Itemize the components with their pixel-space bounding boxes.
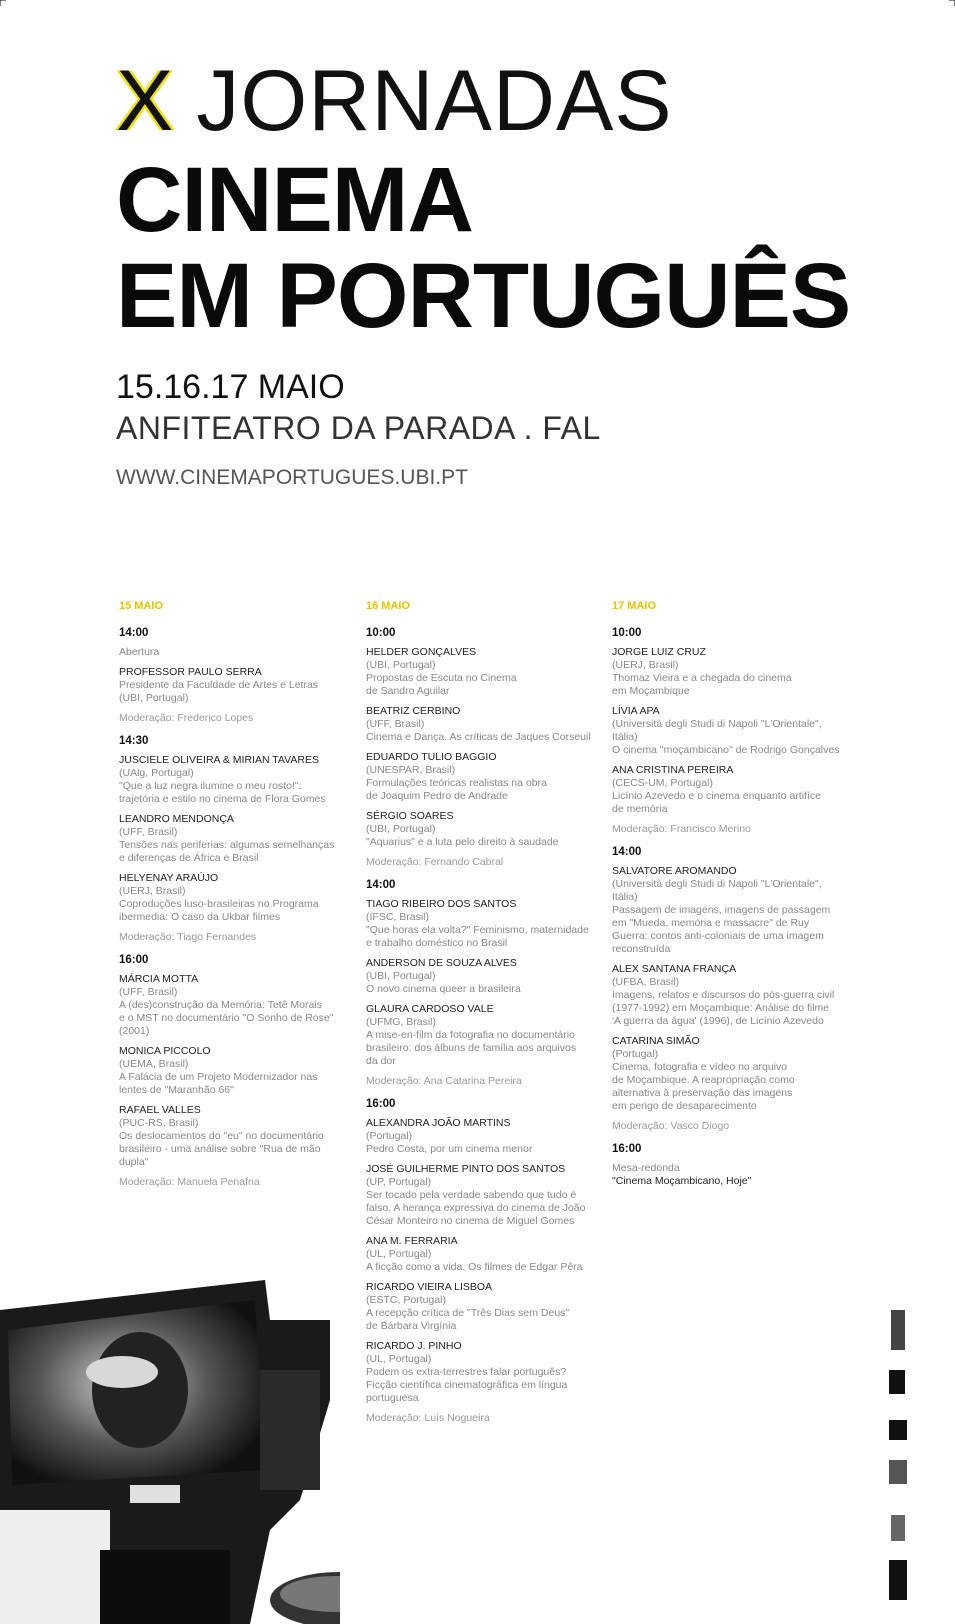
talk-detail-line: Itália): [612, 731, 638, 743]
program-entry: [612, 963, 852, 1028]
talk-detail-line: A (des)construção da Memória: Tetê Morais: [119, 999, 322, 1011]
talk-detail-line: portuguesa: [366, 1392, 419, 1404]
talk-detail-line: (IFSC, Brasil): [366, 911, 429, 923]
talk-detail-line: em perigo de desaparecimento: [612, 1100, 757, 1112]
roman-numeral: X: [116, 53, 175, 149]
moderator: Moderação: Frederico Lopes: [119, 712, 254, 724]
program-entry: [366, 1117, 596, 1156]
talk-detail-line: da dor: [366, 1055, 396, 1067]
talk-detail-line: (Portugal): [366, 1130, 413, 1142]
talk-detail-line: (UFBA, Brasil): [612, 976, 680, 988]
talk-detail-line: e trabalho doméstico no Brasil: [366, 937, 508, 949]
speaker-name: ANDERSON DE SOUZA ALVES: [366, 957, 517, 969]
talk-detail-line: falso. A herança expressiva do cinema de João: [366, 1202, 586, 1214]
roundtable-title: "Cinema Moçambicano, Hoje": [612, 1175, 752, 1187]
program-entry: [119, 754, 349, 806]
talk-detail-line: (1977-1992) em Moçambique: Análise do filme: [612, 1002, 830, 1014]
title-line-1: [116, 53, 673, 149]
talk-detail-line: Os deslocamentos do "eu" no documentário: [119, 1130, 324, 1142]
talk-detail-line: Ficção científica cinematográfica em língua: [366, 1379, 568, 1391]
program-entry: [366, 1340, 596, 1405]
sponsor-logo-3: [889, 1420, 907, 1440]
talk-detail-line: de Moçambique. A reapropriação como: [612, 1074, 795, 1086]
program-entry: [612, 646, 852, 698]
talk-detail-line: (Università degli Studi di Napoli "L'Orientale",: [612, 718, 822, 730]
talk-detail-line: de Joaquim Pedro de Andrade: [366, 790, 508, 802]
program-entry: [366, 1281, 596, 1333]
talk-detail-line: Thomaz Vieira e a chegada do cinema: [612, 672, 792, 684]
session-time: 14:00: [612, 846, 642, 858]
talk-detail-line: A Falácia de um Projeto Modernizador nas: [119, 1071, 318, 1083]
moderator: Moderação: Ana Catarina Pereira: [366, 1075, 522, 1087]
talk-detail-line: Licínio Azevedo e o cinema enquanto artifíce: [612, 790, 821, 802]
talk-detail-line: A recepção crítica de "Três Dias sem Deus": [366, 1307, 570, 1319]
talk-detail-line: (UFF, Brasil): [366, 718, 425, 730]
program-entry: [119, 1045, 349, 1097]
talk-detail-line: Passagem de imagens, imagens de passagem: [612, 904, 831, 916]
speaker-name: SALVATORE AROMANDO: [612, 865, 737, 877]
event-venue: ANFITEATRO DA PARADA . FAL: [116, 410, 601, 446]
talk-detail-line: O cinema "moçambicano" de Rodrigo Gonçalves: [612, 744, 840, 756]
talk-detail-line: (ESTC, Portugal): [366, 1294, 446, 1306]
talk-detail-line: Ser tocado pela verdade sabendo que tudo é: [366, 1189, 577, 1201]
talk-detail-line: Coproduções luso-brasileiras no Programa: [119, 898, 319, 910]
talk-detail-line: 'A guerra da água' (1996), de Licínio Azevedo: [612, 1015, 824, 1027]
day-column-17-maio: [612, 600, 852, 1195]
speaker-name: GLAURA CARDOSO VALE: [366, 1003, 494, 1015]
talk-detail-line: lentes de "Maranhão 66": [119, 1084, 234, 1096]
talk-detail-line: Guerra: contos anti-coloniais de uma imagem: [612, 930, 824, 942]
program-entry: [119, 973, 349, 1038]
event-dates: 15.16.17 MAIO: [116, 368, 345, 406]
moderator: Moderação: Tiago Fernandes: [119, 931, 257, 943]
talk-detail-line: em Moçambique: [612, 685, 690, 697]
moderator: Moderação: Vasco Diogo: [612, 1120, 730, 1132]
moderator: Moderação: Luís Nogueira: [366, 1412, 490, 1424]
talk-detail-line: Formulações teóricas realistas na obra: [366, 777, 547, 789]
talk-detail-line: "Aquarius" e a luta pelo direito à saudade: [366, 836, 559, 848]
talk-detail-line: (CECS-UM, Portugal): [612, 777, 713, 789]
program-entry: [366, 751, 596, 803]
speaker-name: HELYENAY ARAÚJO: [119, 872, 219, 884]
session-time: 16:00: [366, 1098, 396, 1110]
title-cinema: CINEMA: [116, 149, 473, 251]
event-url[interactable]: WWW.CINEMAPORTUGUES.UBI.PT: [116, 466, 468, 489]
talk-detail-line: "Que a luz negra ilumine o meu rosto!":: [119, 780, 302, 792]
talk-detail-line: Podem os extra-terrestres falar português?: [366, 1366, 567, 1378]
program-entry: [366, 646, 596, 698]
talk-detail-line: (UBI, Portugal): [366, 823, 436, 835]
talk-detail-line: A ficção como a vida. Os filmes de Edgar Pêra: [366, 1261, 583, 1273]
talk-detail-line: e o MST no documentário "O Sonho de Rose": [119, 1012, 334, 1024]
talk-detail-line: alternativa à preservação das imagens: [612, 1087, 793, 1099]
program-entry: [119, 1104, 349, 1169]
session-time: 16:00: [612, 1143, 642, 1155]
talk-detail-line: (UBI, Portugal): [119, 692, 189, 704]
speaker-name: RICARDO J. PINHO: [366, 1340, 462, 1352]
program-entry: [366, 1235, 596, 1274]
talk-detail-line: de memória: [612, 803, 668, 815]
talk-detail-line: (UFMG, Brasil): [366, 1016, 436, 1028]
crop-mark-top-left: [0, 0, 6, 6]
day-column-16-maio: [366, 600, 596, 1433]
talk-detail-line: Propostas de Escuta no Cinema: [366, 672, 517, 684]
talk-detail-line: trajetória e estilo no cinema de Flora Gomes: [119, 793, 326, 805]
session-time: 14:00: [119, 627, 149, 639]
program-entry: [612, 1035, 852, 1113]
day-label: 15 MAIO: [119, 600, 164, 612]
day-label: 17 MAIO: [612, 600, 657, 612]
speaker-name: RAFAEL VALLES: [119, 1104, 201, 1116]
speaker-name: MONICA PICCOLO: [119, 1045, 211, 1057]
sponsor-logo-4: [889, 1460, 907, 1484]
speaker-name: HELDER GONÇALVES: [366, 646, 477, 658]
sponsor-logo-2: [889, 1370, 905, 1394]
talk-detail-line: Imagens, relatos e discursos do pós-guerra civil: [612, 989, 835, 1001]
talk-detail-line: (Università degli Studi di Napoli "L'Orientale",: [612, 878, 822, 890]
speaker-name: ANA M. FERRARIA: [366, 1235, 458, 1247]
moderator: Moderação: Fernando Cabral: [366, 856, 504, 868]
talk-detail-line: reconstruída: [612, 943, 671, 955]
day-label: 16 MAIO: [366, 600, 411, 612]
sponsor-logo-fct: [889, 1560, 907, 1600]
program-entry: [366, 898, 596, 950]
sponsor-logo-1: [891, 1310, 905, 1350]
talk-detail-line: (UBI, Portugal): [366, 970, 436, 982]
speaker-name: TIAGO RIBEIRO DOS SANTOS: [366, 898, 517, 910]
talk-detail-line: (UFF, Brasil): [119, 986, 178, 998]
session-time: 14:00: [366, 879, 396, 891]
program-entry: [119, 646, 349, 659]
talk-detail-line: Presidente da Faculdade de Artes e Letras: [119, 679, 319, 691]
program-entry: [612, 764, 852, 816]
talk-detail-line: Cinema, fotografia e vídeo no arquivo: [612, 1061, 788, 1073]
speaker-name: PROFESSOR PAULO SERRA: [119, 666, 262, 678]
talk-detail-line: dupla": [119, 1156, 149, 1168]
talk-detail-line: (2001): [119, 1025, 150, 1037]
talk-detail-line: (UAlg, Portugal): [119, 767, 194, 779]
speaker-name: LEANDRO MENDONÇA: [119, 813, 234, 825]
talk-detail-line: e diferenças de África e Brasil: [119, 852, 259, 864]
talk-detail-line: ibermedia: O caso da Ukbar filmes: [119, 911, 281, 923]
sponsor-logos: [883, 1310, 913, 1610]
talk-detail-line: O novo cinema queer a brasileira: [366, 983, 521, 995]
talk-detail-line: em "Mueda, memória e massacre" de Ruy: [612, 917, 810, 929]
speaker-name: RICARDO VIEIRA LISBOA: [366, 1281, 493, 1293]
speaker-name: JOSÉ GUILHERME PINTO DOS SANTOS: [366, 1163, 566, 1175]
entry-note: Mesa-redonda: [612, 1162, 680, 1174]
day-column-15-maio: [119, 600, 349, 1197]
speaker-name: CATARINA SIMÃO: [612, 1035, 700, 1047]
program-entry: [366, 810, 596, 849]
session-time: 16:00: [119, 954, 149, 966]
sponsor-logo-5: [891, 1515, 905, 1541]
speaker-name: ALEXANDRA JOÃO MARTINS: [366, 1117, 511, 1129]
speaker-name: ANA CRISTINA PEREIRA: [612, 764, 734, 776]
speaker-name: MÁRCIA MOTTA: [119, 973, 199, 985]
talk-detail-line: brasileiro - uma análise sobre "Rua de mão: [119, 1143, 321, 1155]
talk-detail-line: Itália): [612, 891, 638, 903]
session-time: 10:00: [366, 627, 396, 639]
title-em-portugues: EM PORTUGUÊS: [116, 245, 851, 347]
talk-detail-line: Pedro Costa, por um cinema menor: [366, 1143, 533, 1155]
program-entry: [366, 957, 596, 996]
talk-detail-line: (UL, Portugal): [366, 1353, 432, 1365]
speaker-name: EDUARDO TULIO BAGGIO: [366, 751, 497, 763]
title-jornadas: JORNADAS: [196, 53, 673, 149]
talk-detail-line: (UL, Portugal): [366, 1248, 432, 1260]
talk-detail-line: (UERJ, Brasil): [119, 885, 186, 897]
talk-detail-line: (UEMA, Brasil): [119, 1058, 189, 1070]
speaker-name: ALEX SANTANA FRANÇA: [612, 963, 737, 975]
talk-detail-line: (UNESPAR, Brasil): [366, 764, 456, 776]
session-time: 10:00: [612, 627, 642, 639]
speaker-name: LÍVIA APA: [612, 705, 660, 717]
talk-detail-line: "Que horas ela volta?" Feminismo, maternidade: [366, 924, 589, 936]
talk-detail-line: A mise-en-film da fotografia no documentário: [366, 1029, 575, 1041]
moderator: Moderação: Francisco Merino: [612, 823, 751, 835]
talk-detail-line: (UP, Portugal): [366, 1176, 432, 1188]
program-entry: [119, 666, 349, 705]
talk-detail-line: Cinema e Dança. As críticas de Jaques Corseuil: [366, 731, 591, 743]
program-entry: [119, 813, 349, 865]
program-entry: [366, 705, 596, 744]
program-entry: [366, 1003, 596, 1068]
speaker-name: JORGE LUIZ CRUZ: [612, 646, 706, 658]
talk-detail-line: brasileiro: dos álbuns de família aos arquivos: [366, 1042, 577, 1054]
film-photo-collage: [0, 1280, 340, 1624]
session-time: 14:30: [119, 735, 149, 747]
moderator: Moderação: Manuela Penafria: [119, 1176, 260, 1188]
crop-mark-top-right: [949, 0, 955, 6]
speaker-name: JUSCIELE OLIVEIRA & MIRIAN TAVARES: [119, 754, 319, 766]
talk-detail-line: Tensões nas periferias: algumas semelhanças: [119, 839, 335, 851]
talk-detail-line: (UBI, Portugal): [366, 659, 436, 671]
talk-detail-line: César Monteiro no cinema de Miguel Gomes: [366, 1215, 575, 1227]
talk-detail-line: (UERJ, Brasil): [612, 659, 679, 671]
talk-detail-line: de Sandro Aguilar: [366, 685, 450, 697]
program-entry: [119, 872, 349, 924]
talk-detail-line: (Portugal): [612, 1048, 659, 1060]
entry-note: Abertura: [119, 646, 160, 658]
speaker-name: SÉRGIO SOARES: [366, 810, 454, 822]
speaker-name: BEATRIZ CERBINO: [366, 705, 461, 717]
program-entry: [612, 705, 852, 757]
program-entry: [612, 1162, 852, 1188]
talk-detail-line: de Bárbara Virgínia: [366, 1320, 457, 1332]
program-entry: [366, 1163, 596, 1228]
talk-detail-line: (UFF, Brasil): [119, 826, 178, 838]
talk-detail-line: (PUC-RS, Brasil): [119, 1117, 199, 1129]
program-entry: [612, 865, 852, 956]
